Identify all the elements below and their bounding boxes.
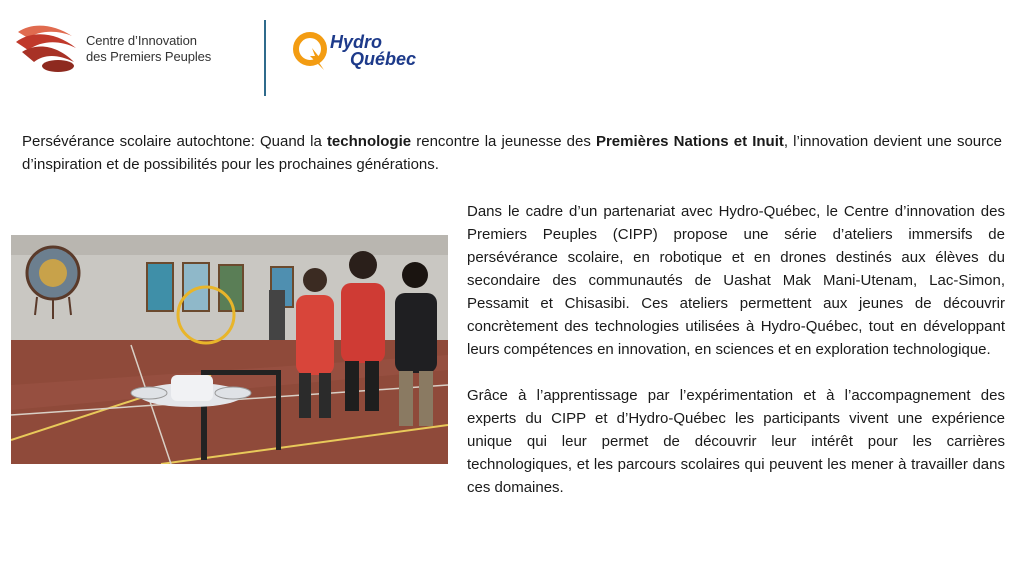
hq-name-line1: Hydro bbox=[330, 32, 383, 52]
workshop-photo bbox=[11, 235, 448, 464]
intro-text-2: rencontre la jeunesse des bbox=[411, 133, 596, 150]
hydro-quebec-logo-icon bbox=[290, 30, 334, 72]
header bbox=[0, 0, 1024, 105]
intro-text-1: Persévérance scolaire autochtone: Quand la bbox=[22, 133, 327, 150]
body-paragraph-1: Dans le cadre d’un partenariat avec Hydro-Québec, le Centre d’innovation des Premiers Peuples (CIPP) propose une série d’ateliers immersifs de persévérance scolaire, en robotique et en drones destinés aux élèves du secondaire des communautés de Uashat Mak Mani-Utenam, Lac-Simon, Pessamit et Chisasibi. Ces ateliers permettent aux jeunes de découvrir concrètement des technologies utilisées à Hydro-Québec, tout en développant leurs compétences en innovation, en sciences et en exploration technologique. bbox=[467, 203, 1005, 358]
cipp-name-line1: Centre d’Innovation bbox=[86, 33, 197, 48]
cipp-name-line2: des Premiers Peuples bbox=[86, 49, 212, 64]
body-paragraph-2: Grâce à l’apprentissage par l’expérimentation et à l’accompagnement des experts du CIPP et d’Hydro-Québec les participants vivent une expérience unique qui leur permet de découvrir leur intérêt pour les carrières technologiques, et les parcours scolaires qui peuvent les mener à travailler dans ces domaines. bbox=[467, 387, 1005, 496]
hydro-quebec-name bbox=[330, 34, 416, 68]
intro-paragraph bbox=[22, 130, 1002, 176]
intro-text-3: , l’innovation devient une source d’inspiration et de possibilités pour les prochaines générations. bbox=[22, 133, 1002, 173]
hq-name-line2: Québec bbox=[350, 49, 417, 69]
intro-bold-technologie: technologie bbox=[326, 133, 412, 150]
cipp-logo-icon bbox=[14, 22, 80, 74]
logo-divider bbox=[264, 20, 266, 96]
intro-bold-premieres-nations: Premières Nations et Inuit bbox=[595, 133, 784, 150]
body-text bbox=[467, 200, 1005, 522]
cipp-name bbox=[86, 33, 211, 65]
